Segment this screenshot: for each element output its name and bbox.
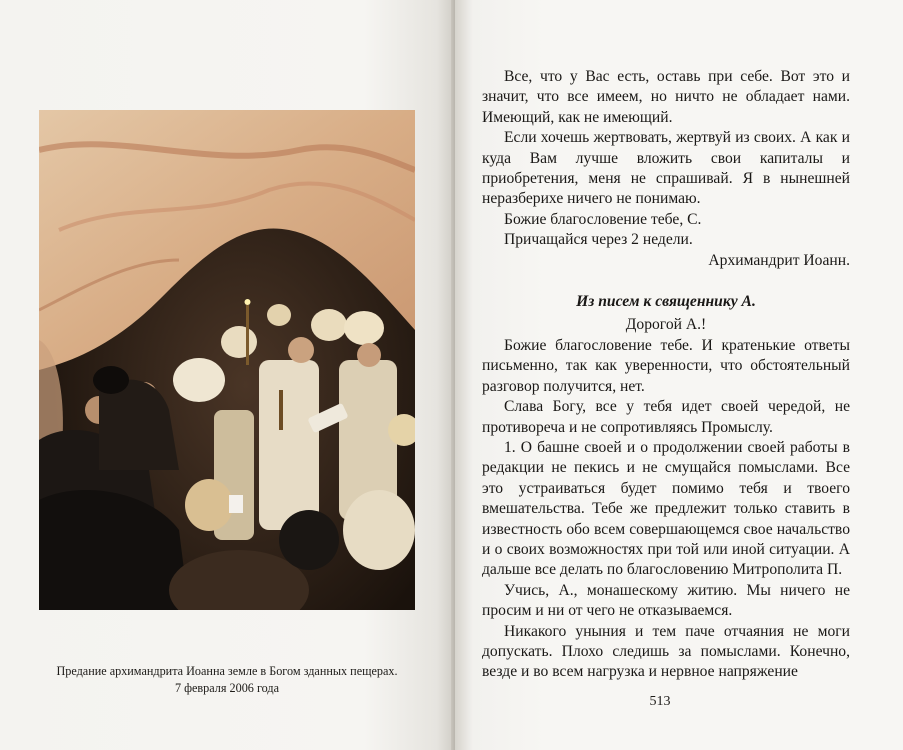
letter-paragraph: Учись, А., монашескому житию. Мы ничего не просим и ни от чего не отказываемся. xyxy=(482,581,850,620)
paragraph: Причащайся через 2 недели. xyxy=(504,231,693,249)
paragraph: Если хочешь жертвовать, жертвуй из своих. А как и куда Вам лучше вложить свои капиталы и приобретения, меня не спрашивай. Я в нынешней неразберихе ничего не понимаю. xyxy=(482,129,850,208)
page-text xyxy=(482,67,850,683)
paragraph: Все, что у Вас есть, оставь при себе. Вот это и значит, что все имеем, но ничто не обладает нами. Имеющий, как не имеющий. xyxy=(482,68,850,126)
letter-paragraph: Слава Богу, все у тебя идет своей чередой, не противореча и не сопротивляясь Промыслу. xyxy=(482,398,850,436)
signature: Архимандрит Иоанн. xyxy=(708,251,850,269)
photo-caption xyxy=(20,663,434,697)
letter-paragraph: Божие благословение тебе. И кратенькие ответы письменно, так как уверенности, что обстоятельный разговор получится, нет. xyxy=(482,336,850,395)
photo-image xyxy=(39,110,415,610)
cave-photograph xyxy=(39,110,415,610)
letter-paragraph: 1. О башне своей и о продолжении своей работы в редакции не пекись и не смущайся помыслами. Все это устраиваться будет помимо тебя и твоего вмешательства. Тебе же предлежит только ставить в известность обо всем совершающемся свое начальство и о своих возможностях при той или иной ситуации. А дальше все делать по благословению Митрополита П. xyxy=(482,438,850,579)
caption-line-2: 7 февраля 2006 года xyxy=(174,681,280,695)
letter-greeting: Дорогой А.! xyxy=(625,316,707,334)
caption-line-1: Предание архимандрита Иоанна земле в Богом зданных пещерах. xyxy=(56,664,398,678)
section-heading: Из писем к священнику А. xyxy=(576,293,756,311)
paragraph: Божие благословение тебе, С. xyxy=(504,210,702,228)
page-number: 513 xyxy=(649,694,671,709)
letter-paragraph: Никакого уныния и тем паче отчаяния не моги допускать. Плохо следишь за помыслами. Конечно, везде и во всем нагрузка и нервное напряжение xyxy=(482,622,850,681)
